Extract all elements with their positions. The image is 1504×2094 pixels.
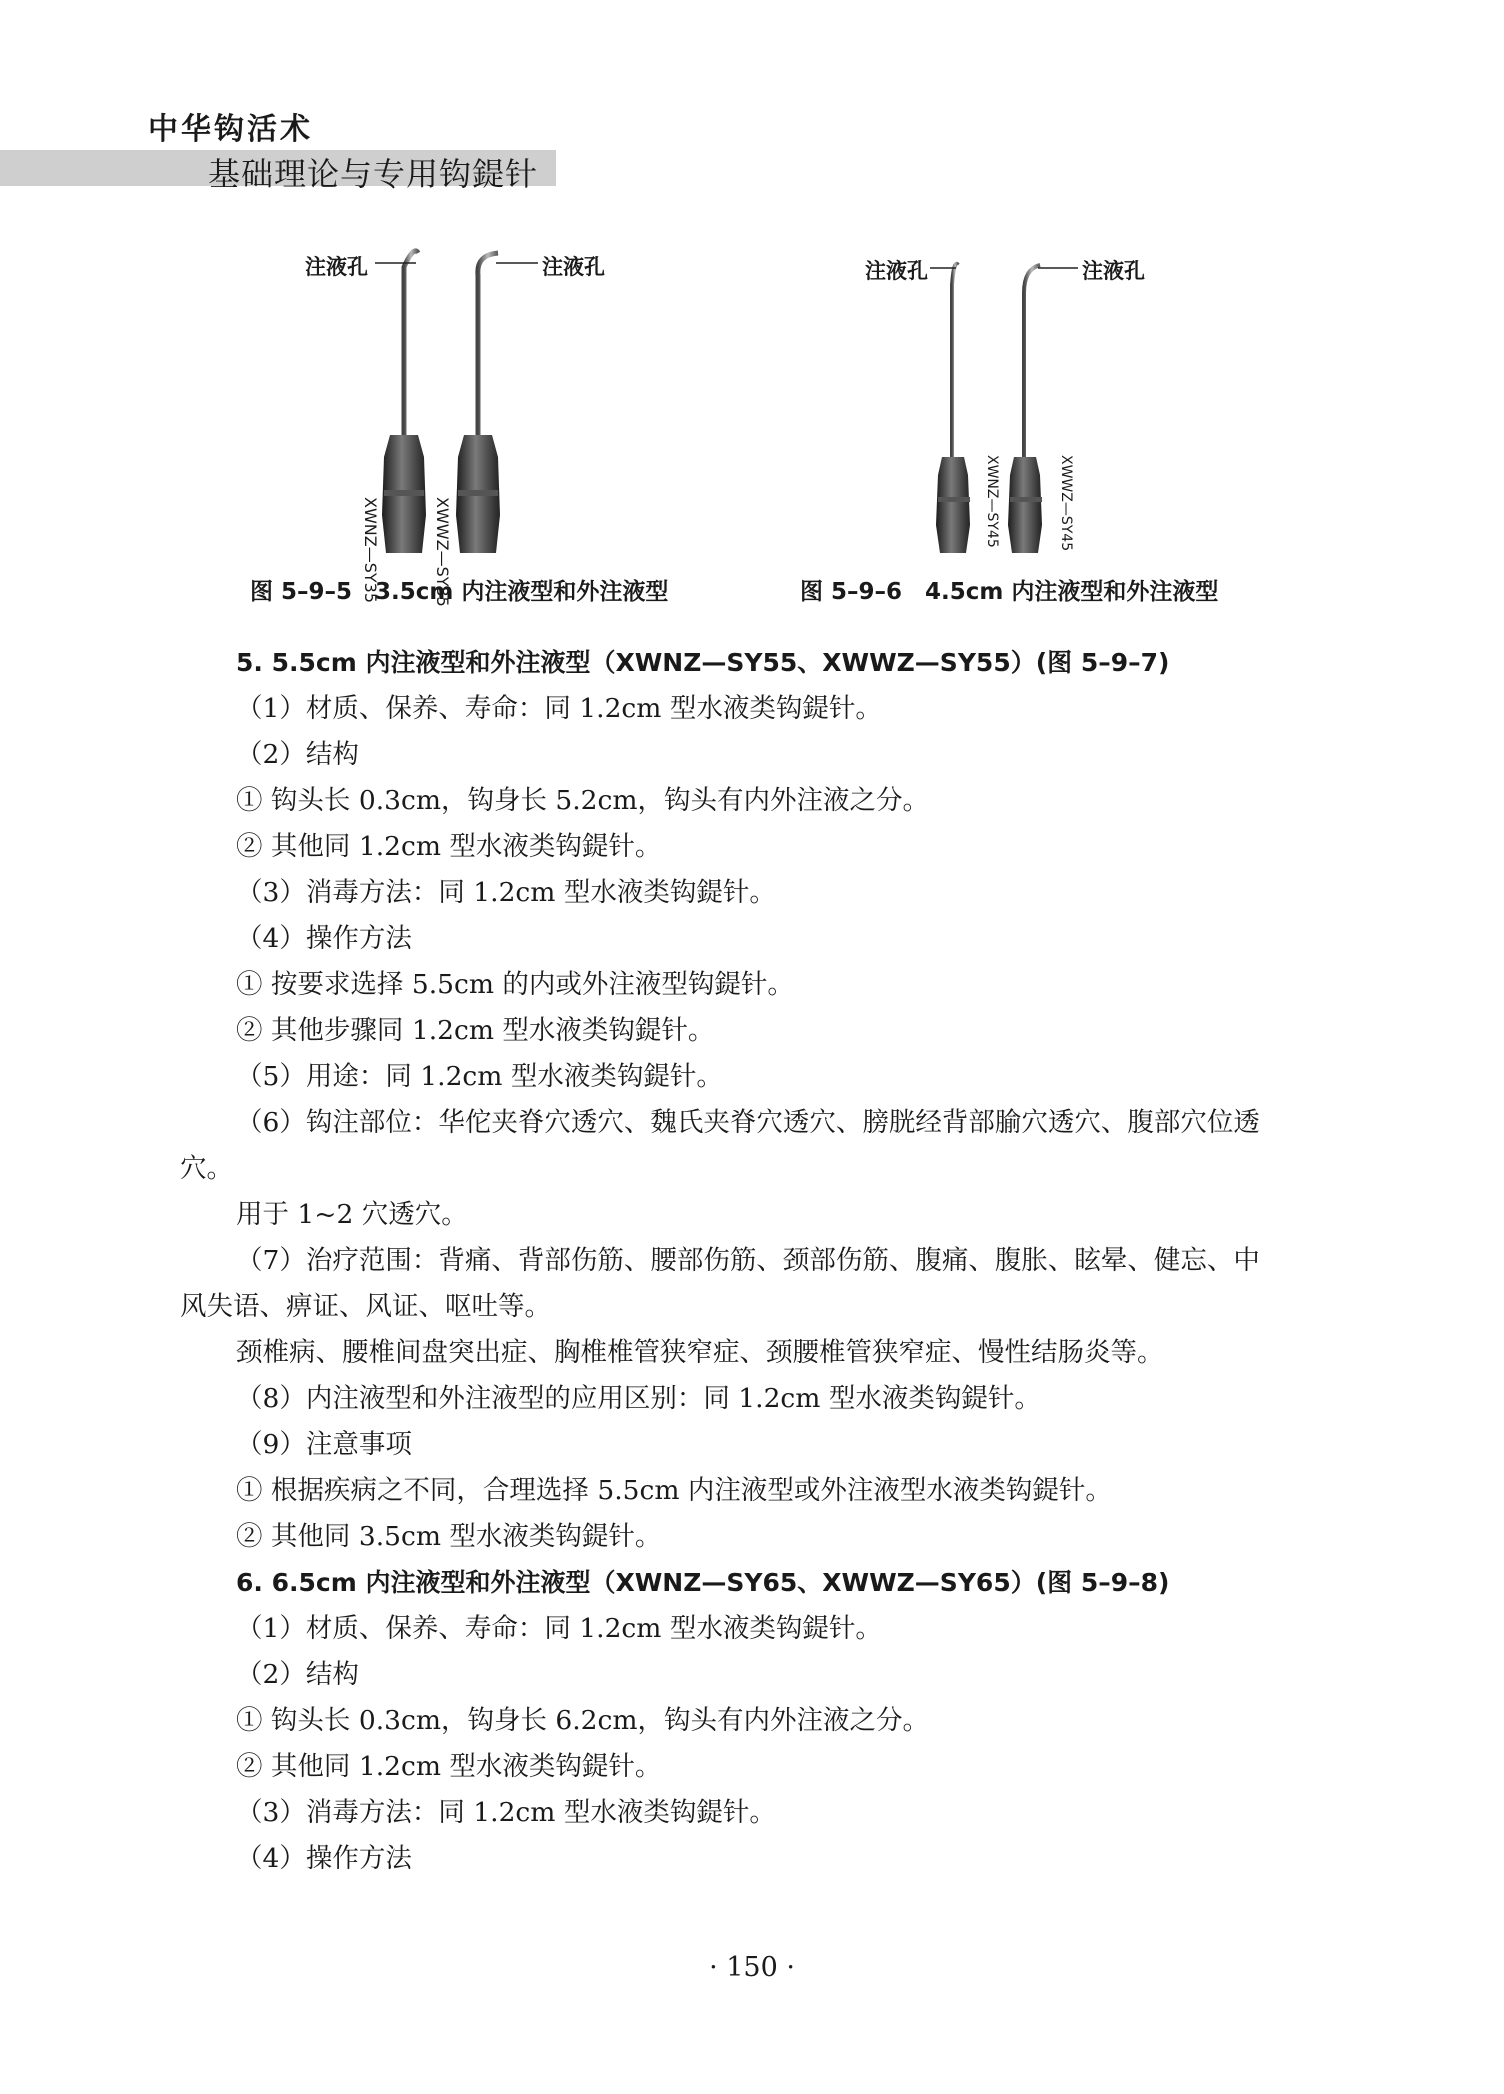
paragraph: ② 其他步骤同 1.2cm 型水液类钩鍉针。	[236, 1015, 715, 1046]
needle-inner-injection	[930, 264, 970, 553]
paragraph: （4）操作方法	[236, 923, 412, 954]
injection-hole-label-left: 注液孔	[305, 255, 368, 279]
needle-model-right: XWWZ—SY35	[433, 497, 452, 607]
paragraph: 颈椎病、腰椎间盘突出症、胸椎椎管狭窄症、颈腰椎管狭窄症、慢性结肠炎等。	[236, 1337, 1164, 1368]
paragraph: ② 其他同 1.2cm 型水液类钩鍉针。	[236, 831, 662, 862]
needle-inner-injection	[375, 251, 426, 553]
paragraph: （1）材质、保养、寿命：同 1.2cm 型水液类钩鍉针。	[236, 693, 882, 724]
paragraph: （3）消毒方法：同 1.2cm 型水液类钩鍉针。	[236, 877, 776, 908]
paragraph: ① 根据疾病之不同，合理选择 5.5cm 内注液型或外注液型水液类钩鍉针。	[236, 1475, 1112, 1506]
paragraph: （2）结构	[236, 1659, 359, 1690]
paragraph: （9）注意事项	[236, 1429, 412, 1460]
needle-model-left: XWNZ—SY35	[361, 497, 380, 603]
paragraph: （1）材质、保养、寿命：同 1.2cm 型水液类钩鍉针。	[236, 1613, 882, 1644]
paragraph: （6）钩注部位：华佗夹脊穴透穴、魏氏夹脊穴透穴、膀胱经背部腧穴透穴、腹部穴位透穴。	[180, 1107, 1260, 1184]
paragraph: ② 其他同 3.5cm 型水液类钩鍉针。	[236, 1521, 662, 1552]
paragraph: ② 其他同 1.2cm 型水液类钩鍉针。	[236, 1751, 662, 1782]
paragraph: （4）操作方法	[236, 1843, 412, 1874]
book-subtitle: 基础理论与专用钩鍉针	[208, 155, 539, 193]
paragraph: 用于 1~2 穴透穴。	[236, 1199, 468, 1230]
injection-hole-label-right: 注液孔	[1082, 259, 1145, 283]
paragraph: ① 钩头长 0.3cm，钩身长 6.2cm，钩头有内外注液之分。	[236, 1705, 929, 1736]
injection-hole-label-right: 注液孔	[542, 255, 605, 279]
book-title: 中华钩活术	[148, 112, 313, 147]
paragraph: ① 钩头长 0.3cm，钩身长 5.2cm，钩头有内外注液之分。	[236, 785, 929, 816]
page-number: · 150 ·	[709, 1952, 795, 1983]
injection-hole-label-left: 注液孔	[865, 259, 928, 283]
paragraph: （2）结构	[236, 739, 359, 770]
paragraph: （5）用途：同 1.2cm 型水液类钩鍉针。	[236, 1061, 723, 1092]
needle-outer-injection	[456, 253, 538, 553]
needle-model-left: XWNZ—SY45	[984, 455, 1000, 548]
body-text	[180, 640, 1285, 1882]
figure-caption-5-9-5: 图 5–9–5 3.5cm 内注液型和外注液型	[250, 579, 669, 605]
paragraph: （3）消毒方法：同 1.2cm 型水液类钩鍉针。	[236, 1797, 776, 1828]
paragraph: ① 按要求选择 5.5cm 的内或外注液型钩鍉针。	[236, 969, 794, 1000]
figure-5-9-6	[860, 235, 1160, 555]
paragraph: （7）治疗范围：背痛、背部伤筋、腰部伤筋、颈部伤筋、腹痛、腹胀、眩晕、健忘、中风失语、痹证、风证、呕吐等。	[180, 1245, 1260, 1322]
section-heading-5: 5. 5.5cm 内注液型和外注液型（XWNZ—SY55、XWWZ—SY55）(图 5–9–7)	[236, 648, 1170, 677]
section-heading-6: 6. 6.5cm 内注液型和外注液型（XWNZ—SY65、XWWZ—SY65）(图 5–9–8)	[236, 1568, 1170, 1597]
paragraph: （8）内注液型和外注液型的应用区别：同 1.2cm 型水液类钩鍉针。	[236, 1383, 1041, 1414]
needle-model-right: XWWZ—SY45	[1058, 455, 1074, 552]
figure-caption-5-9-6: 图 5–9–6 4.5cm 内注液型和外注液型	[800, 579, 1219, 605]
